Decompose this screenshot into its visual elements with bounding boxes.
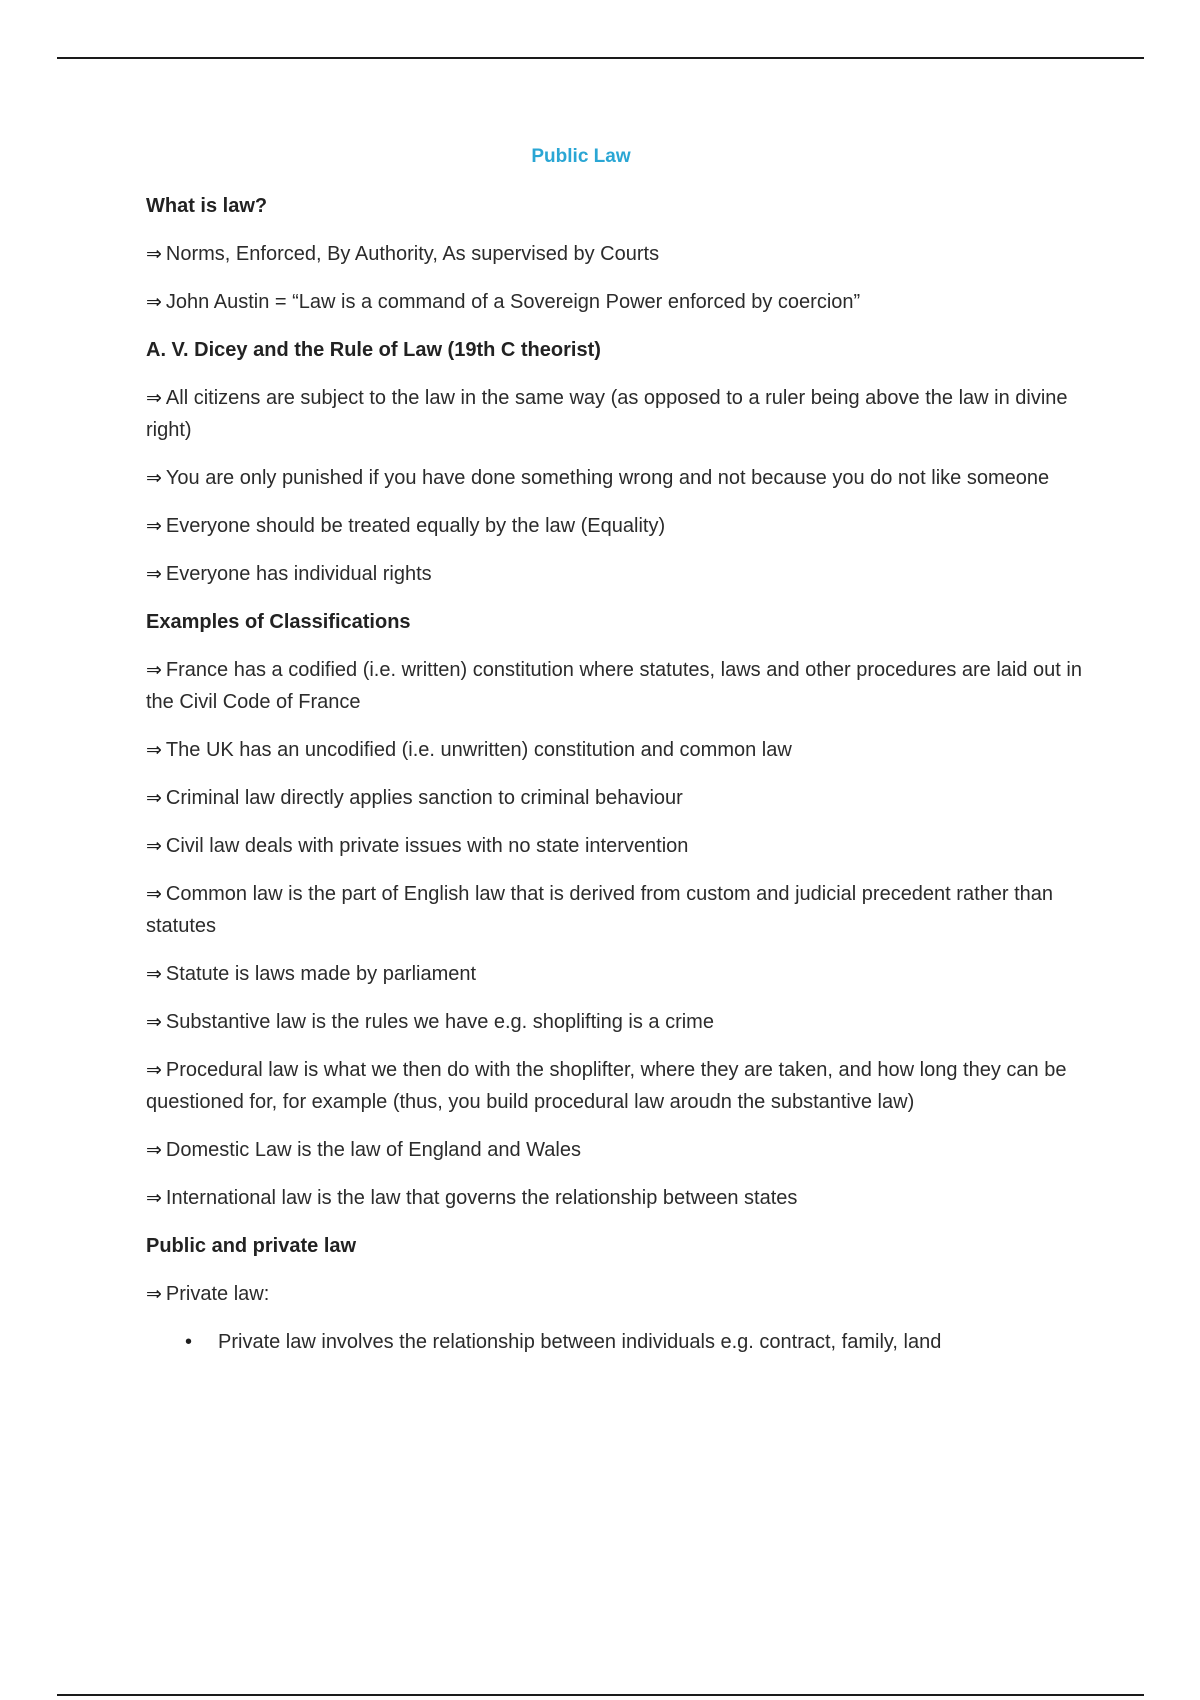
arrow-icon: ⇒	[146, 1283, 162, 1305]
point-text: Everyone should be treated equally by the law (Equality)	[165, 515, 666, 537]
point-text: Everyone has individual rights	[165, 563, 432, 585]
arrow-icon: ⇒	[146, 515, 162, 537]
list-item	[146, 1182, 1086, 1214]
point-text: Procedural law is what we then do with the shoplifter, where they are taken, and how long they can be questioned for, for example (thus, you build procedural law aroudn the substantive law)	[146, 1059, 1067, 1113]
bullet-text: Private law involves the relationship between individuals e.g. contract, family, land	[218, 1331, 942, 1353]
point-text: International law is the law that governs the relationship between states	[165, 1187, 798, 1209]
point-text: All citizens are subject to the law in the same way (as opposed to a ruler being above the law in divine right)	[146, 387, 1068, 441]
bullet-icon: •	[185, 1331, 193, 1353]
document-title: Public Law	[531, 146, 631, 167]
point-text: Civil law deals with private issues with no state intervention	[165, 835, 689, 857]
list-item	[146, 654, 1086, 718]
point-text: You are only punished if you have done something wrong and not because you do not like someone	[165, 467, 1050, 489]
arrow-icon: ⇒	[146, 1187, 162, 1209]
list-item	[146, 878, 1086, 942]
arrow-icon: ⇒	[146, 1011, 162, 1033]
point-text: Substantive law is the rules we have e.g. shoplifting is a crime	[165, 1011, 714, 1033]
point-text: The UK has an uncodified (i.e. unwritten) constitution and common law	[165, 739, 792, 761]
bottom-rule	[57, 1694, 1144, 1696]
bullet-item	[146, 1326, 1086, 1358]
list-item	[146, 1054, 1086, 1118]
point-text: Private law:	[165, 1283, 270, 1305]
arrow-icon: ⇒	[146, 787, 162, 809]
arrow-icon: ⇒	[146, 563, 162, 585]
arrow-icon: ⇒	[146, 883, 162, 905]
point-text: Criminal law directly applies sanction to criminal behaviour	[165, 787, 683, 809]
point-text: John Austin = “Law is a command of a Sovereign Power enforced by coercion”	[165, 291, 861, 313]
list-item	[146, 1134, 1086, 1166]
bullet-list	[146, 1326, 1086, 1358]
list-item	[146, 1278, 1086, 1310]
arrow-icon: ⇒	[146, 291, 162, 313]
list-item	[146, 782, 1086, 814]
point-text: Statute is laws made by parliament	[165, 963, 477, 985]
point-text: France has a codified (i.e. written) constitution where statutes, laws and other procedures are laid out in the Civil Code of France	[146, 659, 1082, 713]
section-heading-classifications: Examples of Classifications	[146, 611, 411, 633]
list-item	[146, 830, 1086, 862]
section-heading-public-private: Public and private law	[146, 1235, 357, 1257]
point-text: Domestic Law is the law of England and Wales	[165, 1139, 581, 1161]
point-text: Common law is the part of English law that is derived from custom and judicial precedent rather than statutes	[146, 883, 1054, 937]
arrow-icon: ⇒	[146, 963, 162, 985]
arrow-icon: ⇒	[146, 387, 162, 409]
section-heading-what-is-law: What is law?	[146, 195, 268, 217]
list-item	[146, 238, 1086, 270]
list-item	[146, 558, 1086, 590]
arrow-icon: ⇒	[146, 1059, 162, 1081]
document-body	[146, 190, 1086, 1358]
top-rule	[57, 57, 1144, 59]
arrow-icon: ⇒	[146, 467, 162, 489]
arrow-icon: ⇒	[146, 659, 162, 681]
arrow-icon: ⇒	[146, 1139, 162, 1161]
list-item	[146, 510, 1086, 542]
point-text: Norms, Enforced, By Authority, As supervised by Courts	[165, 243, 660, 265]
list-item	[146, 462, 1086, 494]
arrow-icon: ⇒	[146, 243, 162, 265]
list-item	[146, 958, 1086, 990]
list-item	[146, 382, 1086, 446]
section-heading-dicey: A. V. Dicey and the Rule of Law (19th C theorist)	[146, 339, 601, 361]
arrow-icon: ⇒	[146, 739, 162, 761]
arrow-icon: ⇒	[146, 835, 162, 857]
list-item	[146, 734, 1086, 766]
list-item	[146, 1006, 1086, 1038]
list-item	[146, 286, 1086, 318]
